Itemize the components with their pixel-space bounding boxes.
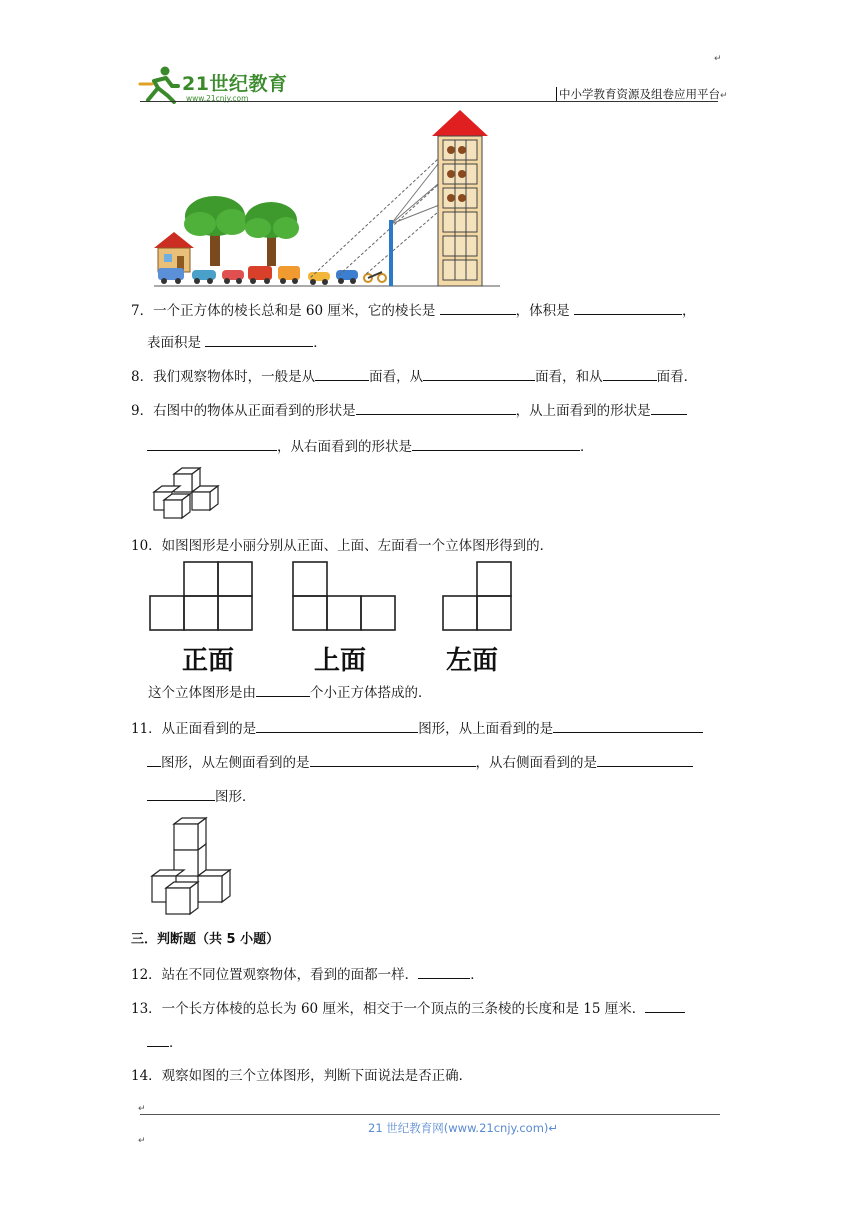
answer-blank[interactable]: [147, 1032, 169, 1047]
paragraph-mark: ↵: [714, 54, 722, 64]
view-label-left: 左面: [446, 646, 499, 676]
answer-blank[interactable]: [256, 718, 418, 733]
answer-blank[interactable]: [147, 786, 215, 801]
view-label-top: 上面: [314, 646, 367, 676]
logo-url: www.21cnjy.com: [186, 94, 249, 103]
runner-logo-icon: [138, 64, 182, 104]
car-icon: [278, 266, 300, 284]
answer-blank[interactable]: [147, 752, 161, 767]
answer-blank[interactable]: [651, 400, 687, 415]
car-icon: [336, 270, 358, 284]
question-13-line-1: 13．一个长方体棱的总长为 60 厘米，相交于一个顶点的三条棱的长度和是 15 厘米．: [131, 998, 685, 1019]
tree-icon: [245, 202, 299, 266]
question-9-line-2: ，从右面看到的形状是 ．: [147, 436, 594, 457]
question-10-answer: 这个立体图形是由 个小正方体搭成的．: [148, 682, 432, 703]
view-label-front: 正面: [182, 646, 235, 676]
tower-scene-figure: [140, 108, 500, 290]
answer-blank[interactable]: [553, 718, 703, 733]
three-views-figure: [148, 560, 520, 636]
logo-text: 21世纪教育: [182, 73, 288, 95]
answer-blank[interactable]: [205, 332, 313, 347]
answer-blank[interactable]: [315, 366, 369, 381]
answer-blank[interactable]: [440, 300, 516, 315]
question-10-intro: 10．如图图形是小丽分别从正面、上面、左面看一个立体图形得到的．: [131, 538, 554, 554]
question-9-line-1: 9．右图中的物体从正面看到的形状是 ，从上面看到的形状是: [131, 400, 687, 421]
header-divider: [140, 101, 718, 102]
question-12: 12．站在不同位置观察物体，看到的面都一样． ．: [131, 964, 484, 985]
car-icon: [222, 270, 244, 284]
cube-stack-figure-q9: [148, 466, 224, 522]
header-title: 中小学教育资源及组卷应用平台↵: [556, 86, 728, 102]
house-icon: [154, 232, 194, 272]
question-13-line-2: ．: [147, 1032, 183, 1053]
footer-source: 21 世纪教育网(www.21cnjy.com)↵: [368, 1121, 559, 1135]
tree-icon: [184, 196, 248, 266]
cube-stack-figure-q11: [148, 816, 232, 918]
answer-blank[interactable]: [412, 436, 580, 451]
answer-blank[interactable]: [147, 436, 277, 451]
paragraph-mark: ↵: [138, 1104, 146, 1114]
sight-line: [310, 146, 452, 278]
pole: [389, 220, 393, 286]
sight-line: [338, 172, 452, 276]
footer-divider: [140, 1114, 720, 1115]
paragraph-mark: ↵: [138, 1136, 146, 1146]
answer-blank[interactable]: [356, 400, 516, 415]
question-14: 14．观察如图的三个立体图形，判断下面说法是否正确．: [131, 1068, 473, 1084]
question-11-line-3: 图形．: [147, 786, 256, 807]
answer-blank[interactable]: [597, 752, 693, 767]
car-icon: [192, 270, 216, 284]
question-7-line-2: 表面积是 ．: [147, 332, 327, 353]
answer-blank[interactable]: [603, 366, 657, 381]
answer-blank[interactable]: [256, 682, 310, 697]
car-icon: [248, 266, 272, 284]
question-11-line-1: 11．从正面看到的是 图形，从上面看到的是: [131, 718, 703, 739]
answer-blank[interactable]: [423, 366, 535, 381]
question-11-line-2: 图形，从左侧面看到的是 ，从右侧面看到的是: [147, 752, 693, 773]
site-logo: [138, 64, 288, 106]
answer-blank[interactable]: [645, 998, 685, 1013]
answer-blank[interactable]: [310, 752, 476, 767]
section-3-heading: 三．判断题（共 5 小题）: [131, 932, 280, 947]
question-8: 8．我们观察物体时，一般是从 面看，从 面看，和从 面看．: [131, 366, 697, 387]
tower-icon: [432, 110, 488, 286]
question-7-line-1: 7．一个正方体的棱长总和是 60 厘米，它的棱长是 ，体积是 ，: [131, 300, 695, 321]
answer-blank[interactable]: [418, 964, 470, 979]
car-icon: [308, 272, 330, 285]
car-icon: [158, 268, 184, 284]
answer-blank[interactable]: [574, 300, 682, 315]
